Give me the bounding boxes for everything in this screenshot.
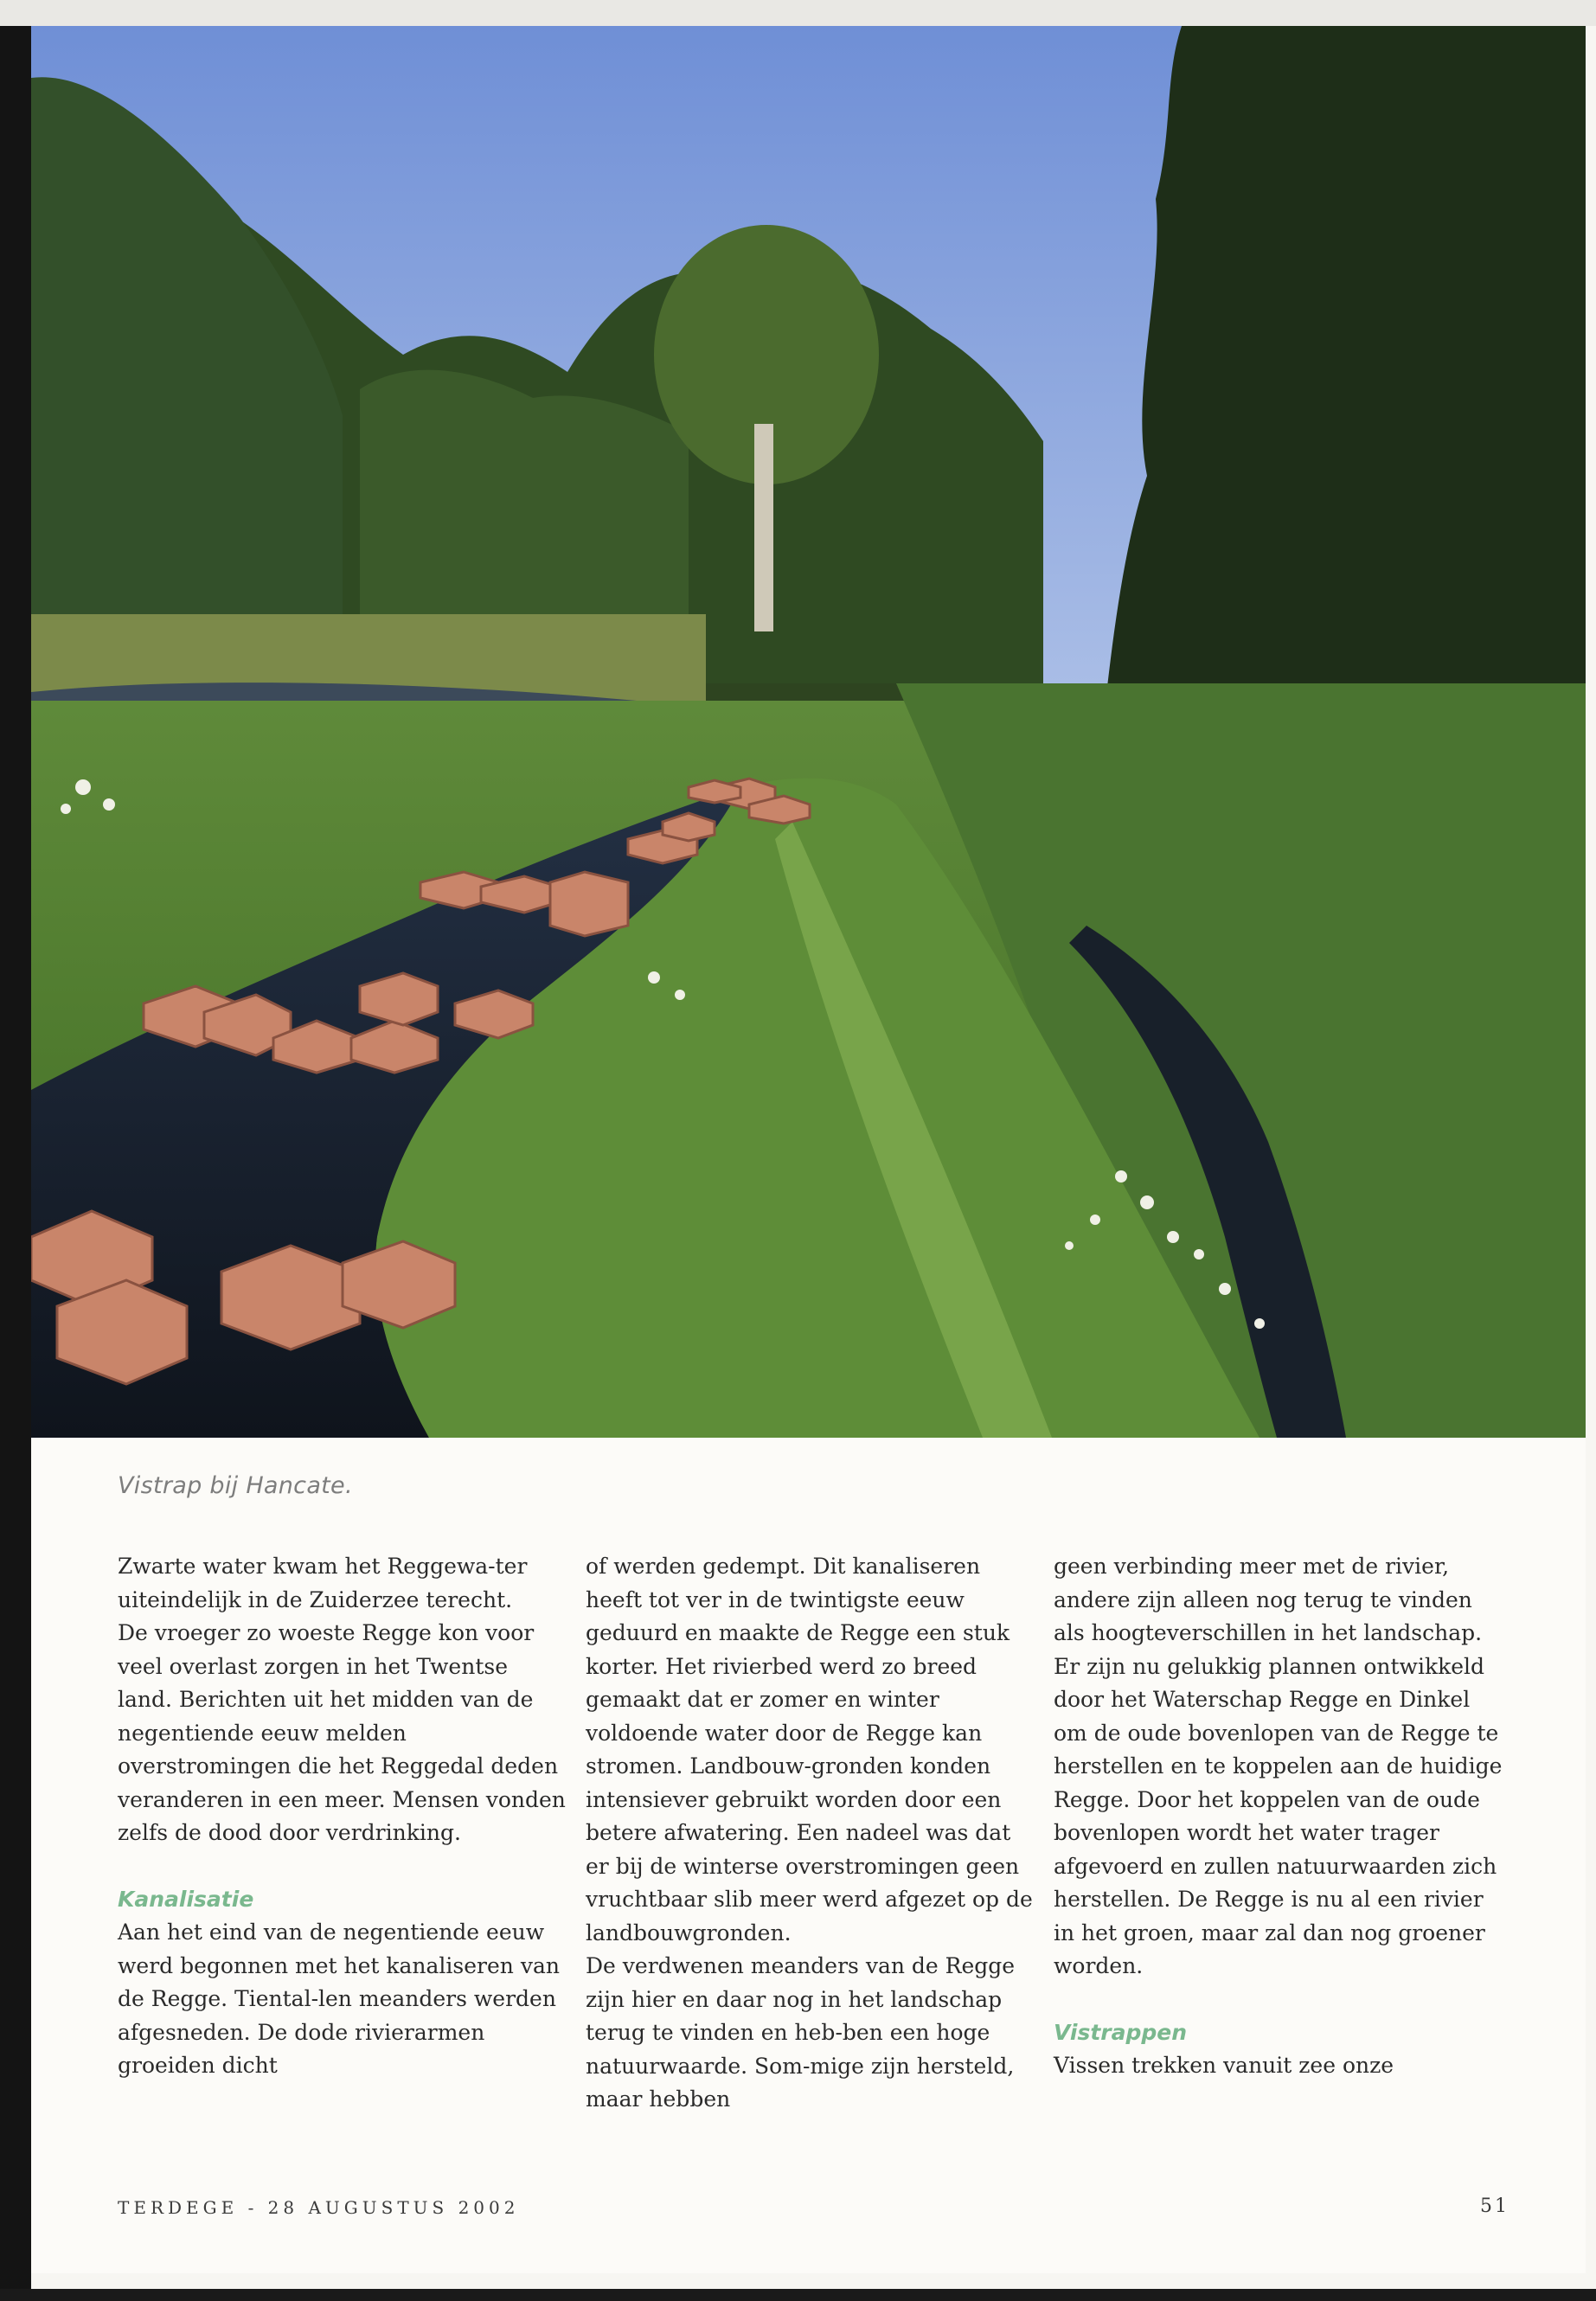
landscape-illustration (31, 26, 1586, 1438)
column-1 (118, 1550, 567, 2083)
river-photo (31, 26, 1586, 1438)
scan-top-margin (0, 0, 1596, 26)
column-2 (586, 1550, 1035, 2117)
column-2-paragraph-1: of werden gedempt. Dit kanaliseren heeft tot ver in de twintigste eeuw geduurd en maakte de Regge een stuk korter. Het rivierbed werd zo breed gemaakt dat er zomer en winter voldoende water door de Regge kan stromen. Landbouw-gronden konden intensiever gebruikt worden door een betere afwatering. Een nadeel was dat er bij de winterse overstromingen geen vruchtbaar slib meer werd afgezet op de landbouwgronden. (586, 1554, 1033, 1945)
page-number: 51 (1480, 2195, 1509, 2217)
subheading-vistrappen: Vistrappen (1054, 2019, 1188, 2045)
scan-left-edge (0, 26, 31, 2301)
column-3 (1054, 1550, 1503, 2083)
scan-bottom-edge (0, 2289, 1596, 2301)
tall-tree-trunk (754, 424, 773, 631)
column-1-paragraph-2: De vroeger zo woeste Regge kon voor veel overlast zorgen in het Twentse land. Berichten uit het midden van de negentiende eeuw melden overstromingen die het Reggedal deden veranderen in een meer. Mensen vonden zelfs de dood door verdrinking. (118, 1620, 566, 1845)
column-2-paragraph-2: De verdwenen meanders van de Regge zijn hier en daar nog in het landschap terug te vinden en heb-ben een hoge natuurwaarde. Som-mige zijn hersteld, maar hebben (586, 1953, 1016, 2112)
subheading-kanalisatie: Kanalisatie (118, 1886, 254, 1912)
column-1-paragraph-3: Aan het eind van de negentiende eeuw werd begonnen met het kanaliseren van de Regge. Tiental-len meanders werden afgesneden. De dode rivierarmen groeiden dicht (118, 1920, 560, 2078)
column-1-paragraph-1: Zwarte water kwam het Reggewa-ter uiteindelijk in de Zuiderzee terecht. (118, 1554, 528, 1612)
magazine-page (31, 26, 1586, 2273)
footer-publication: TERDEGE - 28 AUGUSTUS 2002 (118, 2197, 520, 2218)
column-3-paragraph-1: geen verbinding meer met de rivier, andere zijn alleen nog terug te vinden als hoogteverschillen in het landschap. Er zijn nu gelukkig plannen ontwikkeld door het Waterschap Regge en Dinkel om de oude bovenlopen van de Regge te herstellen en te koppelen aan de huidige Regge. Door het koppelen van de oude bovenlopen wordt het water trager afgevoerd en zullen natuurwaarden zich herstellen. De Regge is nu al een rivier in het groen, maar zal dan nog groener worden. (1054, 1554, 1503, 1978)
photo-caption: Vistrap bij Hancate. (118, 1472, 353, 1499)
column-3-paragraph-2: Vissen trekken vanuit zee onze (1054, 2053, 1394, 2078)
